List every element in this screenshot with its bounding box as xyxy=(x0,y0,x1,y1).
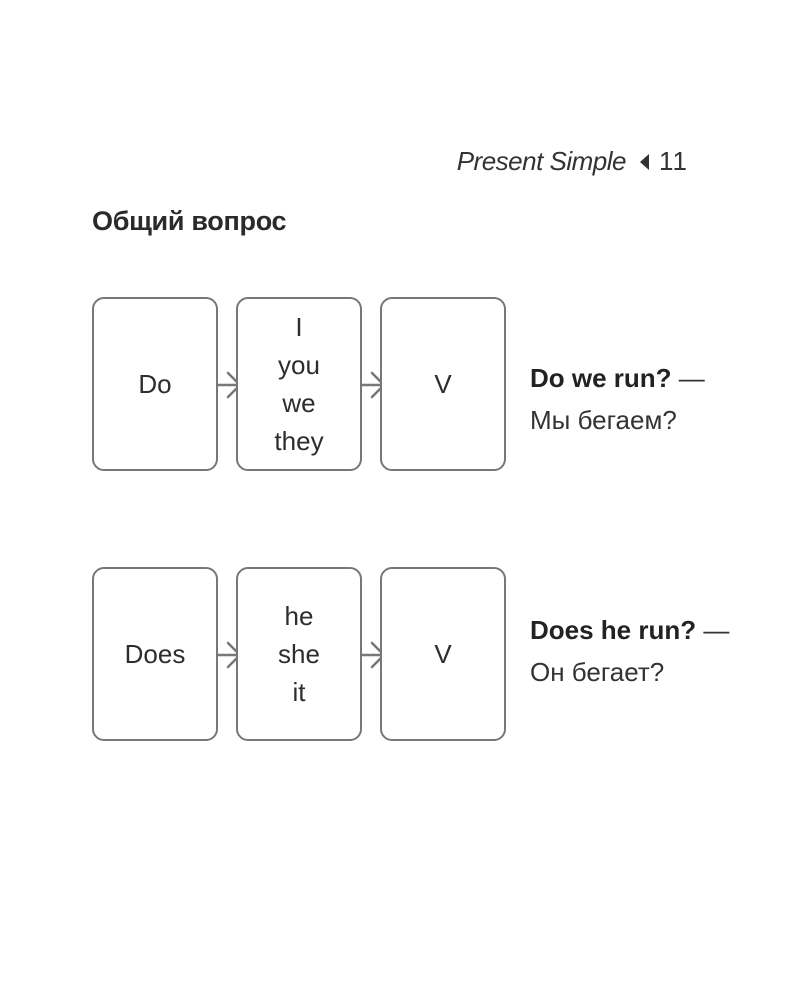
page-marker-triangle-icon xyxy=(640,154,649,170)
page-number: 11 xyxy=(659,146,688,176)
auxiliary-label: Do xyxy=(138,369,172,399)
verb-label: V xyxy=(434,369,452,399)
example-dash: — xyxy=(696,615,730,645)
subject-item: we xyxy=(282,388,316,418)
chapter-title: Present Simple xyxy=(456,146,626,176)
auxiliary-box xyxy=(92,567,218,741)
example-dash: — xyxy=(671,363,705,393)
scheme-row-do xyxy=(92,297,732,475)
example-english: Do we run? xyxy=(530,363,672,393)
scheme-row-does xyxy=(92,567,732,745)
verb-label: V xyxy=(434,639,452,669)
subject-item: they xyxy=(274,426,324,456)
subject-box xyxy=(236,567,362,741)
auxiliary-label: Does xyxy=(124,639,186,669)
page-header xyxy=(457,146,688,177)
example-sentence xyxy=(530,357,730,441)
example-russian: Он бегает? xyxy=(530,657,665,687)
subject-item: it xyxy=(292,677,306,707)
subject-item: he xyxy=(284,601,314,631)
example-sentence xyxy=(530,609,730,693)
auxiliary-box xyxy=(92,297,218,471)
subject-box xyxy=(236,297,362,471)
subject-item: she xyxy=(278,639,320,669)
verb-box xyxy=(380,567,506,741)
example-english: Does he run? xyxy=(530,615,697,645)
subject-item: I xyxy=(295,312,303,342)
verb-box xyxy=(380,297,506,471)
subject-item: you xyxy=(278,350,320,380)
example-russian: Мы бегаем? xyxy=(530,405,677,435)
section-heading: Общий вопрос xyxy=(92,206,287,236)
